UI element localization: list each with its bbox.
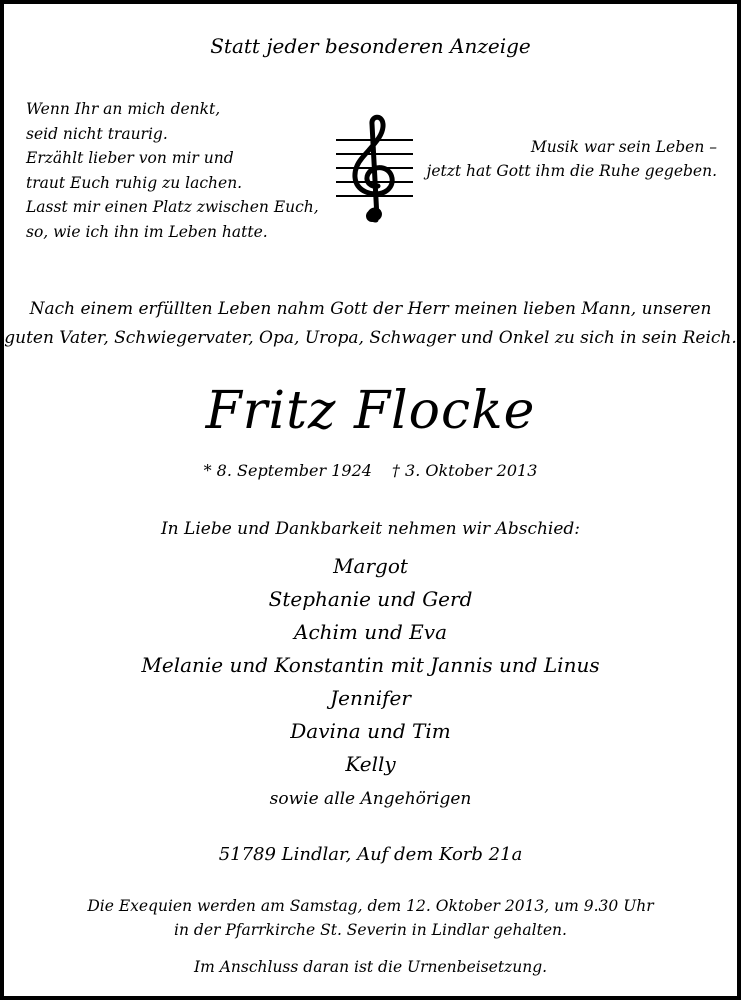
- quote-line: Musik war sein Leben –: [530, 138, 717, 156]
- service-line: in der Pfarrkirche St. Severin in Lindlar gehalten.: [174, 921, 567, 939]
- mourner-name: Margot: [333, 554, 408, 578]
- mourner-name: Davina und Tim: [290, 719, 451, 743]
- burial-note: Im Anschluss daran ist die Urnenbeisetzung.: [193, 958, 548, 976]
- poem-line: Wenn Ihr an mich denkt,: [26, 100, 221, 118]
- poem-line: Lasst mir einen Platz zwischen Euch,: [26, 198, 319, 216]
- poem-line: traut Euch ruhig zu lachen.: [26, 173, 243, 192]
- birth-date: * 8. September 1924: [203, 461, 372, 480]
- poem-line: seid nicht traurig.: [26, 124, 168, 143]
- relatives-line: sowie alle Angehörigen: [269, 789, 472, 809]
- mourners-list: [4, 550, 737, 781]
- quote: [427, 135, 717, 183]
- quote-line: jetzt hat Gott ihm die Ruhe gegeben.: [426, 162, 717, 180]
- service-info: [4, 894, 737, 942]
- address: 51789 Lindlar, Auf dem Korb 21a: [218, 844, 523, 865]
- header-line: Statt jeder besonderen Anzeige: [210, 34, 531, 58]
- life-dates: [4, 460, 737, 482]
- mourner-name: Stephanie und Gerd: [268, 587, 473, 611]
- mourner-name: Melanie und Konstantin mit Jannis und Linus: [141, 653, 600, 677]
- mourner-name: Kelly: [345, 752, 396, 776]
- poem-line: so, wie ich ihn im Leben hatte.: [26, 222, 268, 241]
- service-line: Die Exequien werden am Samstag, dem 12. Oktober 2013, um 9.30 Uhr: [87, 897, 654, 915]
- intro-line: Nach einem erfüllten Leben nahm Gott der Herr meinen lieben Mann, unseren: [29, 299, 712, 319]
- poem: [26, 97, 319, 244]
- intro-line: guten Vater, Schwiegervater, Opa, Uropa, Schwager und Onkel zu sich in sein Reich.: [4, 328, 737, 348]
- treble-clef-icon: [332, 112, 417, 232]
- death-date: † 3. Oktober 2013: [391, 461, 538, 480]
- farewell-line: In Liebe und Dankbarkeit nehmen wir Abschied:: [160, 519, 581, 539]
- mourner-name: Jennifer: [330, 686, 411, 710]
- mourner-name: Achim und Eva: [294, 620, 447, 644]
- intro-text: [4, 295, 737, 353]
- deceased-name: Fritz Flocke: [205, 381, 536, 441]
- poem-line: Erzählt lieber von mir und: [26, 149, 234, 167]
